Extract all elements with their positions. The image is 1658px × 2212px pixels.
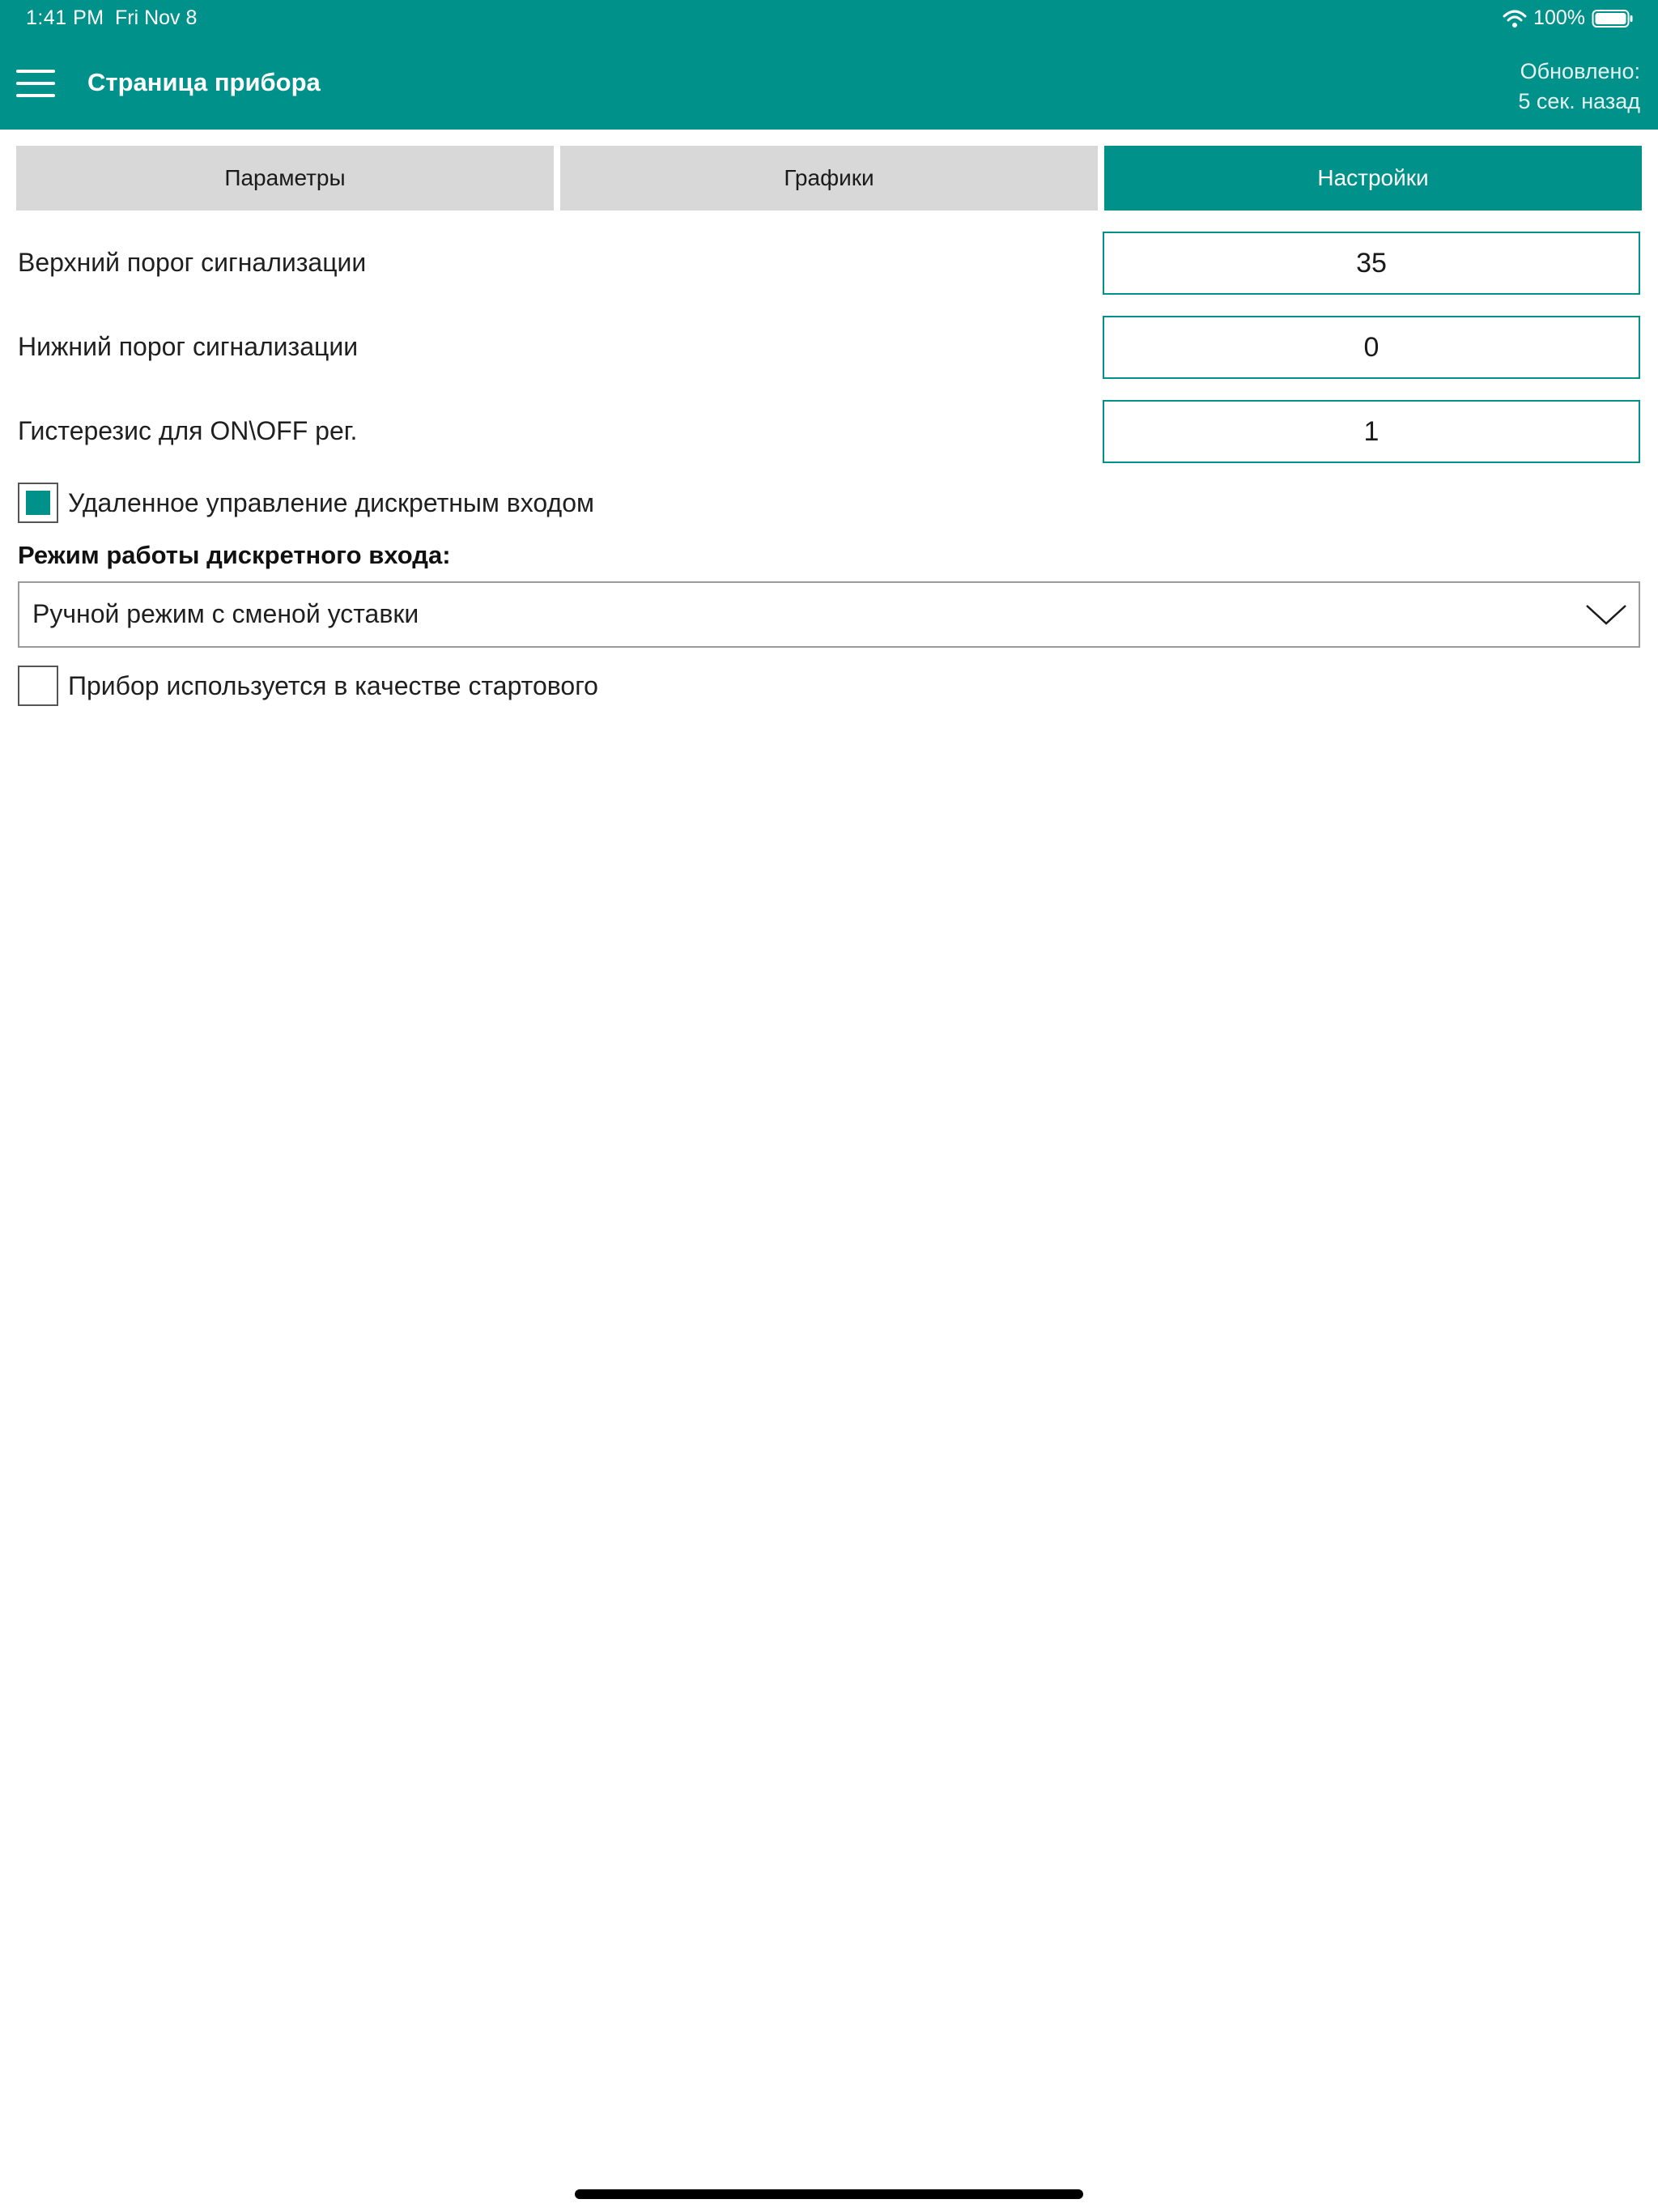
remote-control-checkbox[interactable]: [18, 483, 58, 523]
updated-time: 5 сек. назад: [1518, 89, 1640, 113]
updated-status: [1518, 57, 1640, 117]
tab-charts[interactable]: Графики: [560, 146, 1098, 211]
tab-bar: [16, 146, 1642, 211]
status-time: 1:41 PM: [26, 6, 104, 29]
wifi-icon: [1503, 9, 1527, 28]
app-header: [0, 0, 1658, 130]
starter-device-checkbox[interactable]: [18, 666, 58, 706]
page-title: Страница прибора: [87, 68, 321, 96]
hysteresis-label: Гистерезис для ON\OFF рег.: [18, 416, 358, 445]
updated-label: Обновлено:: [1520, 59, 1640, 83]
discrete-mode-select[interactable]: [18, 581, 1640, 648]
starter-device-label: Прибор используется в качестве стартового: [68, 671, 598, 700]
status-date: Fri Nov 8: [115, 6, 198, 29]
lower-alarm-input[interactable]: 0: [1103, 316, 1640, 379]
chevron-down-icon: [1585, 601, 1627, 628]
home-indicator[interactable]: [575, 2189, 1083, 2199]
hysteresis-input[interactable]: 1: [1103, 400, 1640, 463]
battery-icon: [1592, 9, 1634, 28]
discrete-mode-value: Ручной режим с сменой уставки: [32, 599, 419, 628]
menu-icon[interactable]: [16, 68, 55, 99]
lower-alarm-label: Нижний порог сигнализации: [18, 332, 359, 361]
remote-control-label: Удаленное управление дискретным входом: [68, 488, 594, 517]
upper-alarm-label: Верхний порог сигнализации: [18, 248, 367, 277]
tab-parameters[interactable]: Параметры: [16, 146, 554, 211]
tab-settings[interactable]: Настройки: [1104, 146, 1642, 211]
battery-percent: 100%: [1533, 6, 1585, 29]
discrete-mode-title: Режим работы дискретного входа:: [18, 541, 451, 569]
status-indicators: [1503, 6, 1634, 30]
upper-alarm-input[interactable]: 35: [1103, 232, 1640, 295]
